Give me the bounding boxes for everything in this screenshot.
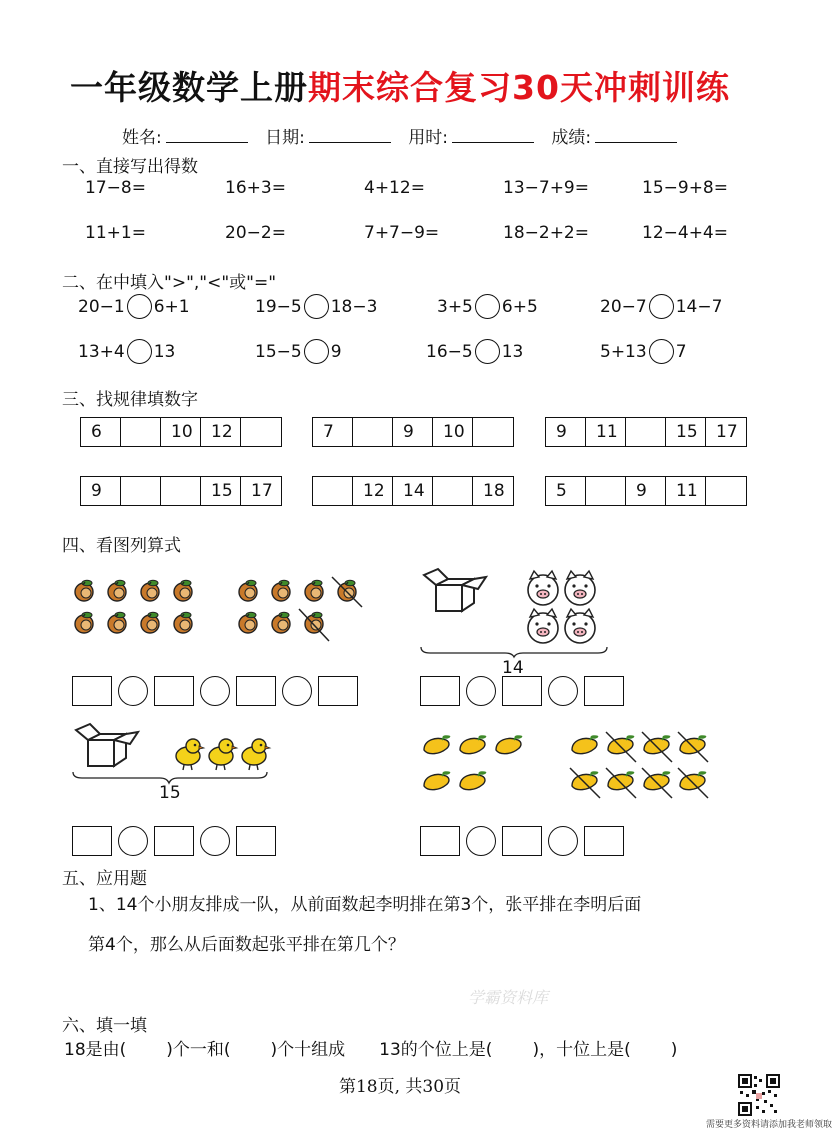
answer-box[interactable] bbox=[420, 676, 460, 706]
picture-box-pigs bbox=[420, 565, 600, 645]
compare-r1-3 bbox=[437, 294, 538, 319]
calc-r2-4: 18−2+2= bbox=[503, 223, 589, 243]
pig-icon bbox=[565, 571, 595, 605]
seq-cell[interactable]: 9 bbox=[546, 418, 586, 446]
seq-cell[interactable] bbox=[353, 418, 393, 446]
seq-cell[interactable]: 18 bbox=[483, 481, 505, 501]
section-2-heading: 二、在中填入">","<"或"=" bbox=[62, 273, 277, 293]
fruit-icon bbox=[272, 612, 290, 633]
operator-circle[interactable] bbox=[548, 676, 578, 706]
brace-1 bbox=[420, 645, 610, 657]
seq-cell[interactable] bbox=[121, 477, 161, 505]
operator-circle[interactable] bbox=[118, 826, 148, 856]
compare-right: 6+1 bbox=[153, 296, 190, 317]
fruit-icon bbox=[108, 580, 126, 601]
mango-icon bbox=[460, 771, 486, 790]
answer-row-1 bbox=[72, 676, 358, 706]
seq-cell[interactable]: 15 bbox=[201, 477, 241, 505]
seq-cell[interactable]: 9 bbox=[393, 418, 433, 446]
seq-cell[interactable]: 17 bbox=[716, 422, 738, 442]
seq-cell[interactable]: 9 bbox=[626, 477, 666, 505]
compare-left: 16−5 bbox=[426, 341, 473, 362]
operator-circle[interactable] bbox=[466, 826, 496, 856]
answer-row-2 bbox=[420, 676, 624, 706]
calc-r1-1: 17−8= bbox=[85, 178, 146, 198]
operator-circle[interactable] bbox=[282, 676, 312, 706]
seq-cell[interactable] bbox=[241, 418, 281, 446]
compare-right: 14−7 bbox=[675, 296, 723, 317]
calc-r2-5: 12−4+4= bbox=[642, 223, 728, 243]
calc-r2-1: 11+1= bbox=[85, 223, 146, 243]
answer-box[interactable] bbox=[154, 826, 194, 856]
answer-box[interactable] bbox=[154, 676, 194, 706]
watermark: 学霸资料库 bbox=[468, 988, 549, 1007]
seq-cell[interactable]: 11 bbox=[586, 418, 626, 446]
seq-cell[interactable] bbox=[433, 477, 473, 505]
pig-icon bbox=[528, 571, 558, 605]
fill-q1a: 18是由( bbox=[64, 1040, 127, 1060]
seq-cell[interactable]: 12 bbox=[201, 418, 241, 446]
seq-cell[interactable]: 15 bbox=[666, 418, 706, 446]
fruit-icon bbox=[75, 580, 93, 601]
sequence-r2-1 bbox=[80, 476, 282, 506]
calc-r1-5: 15−9+8= bbox=[642, 178, 728, 198]
seq-cell[interactable] bbox=[586, 477, 626, 505]
qr-code-icon bbox=[738, 1074, 780, 1116]
sequence-r1-1 bbox=[80, 417, 282, 447]
fill-q1b: )个一和( bbox=[166, 1040, 231, 1060]
seq-cell[interactable] bbox=[121, 418, 161, 446]
calc-r2-3: 7+7−9= bbox=[364, 223, 440, 243]
operator-circle[interactable] bbox=[118, 676, 148, 706]
calc-r1-3: 4+12= bbox=[364, 178, 425, 198]
compare-right: 6+5 bbox=[501, 296, 538, 317]
fruit-icon bbox=[141, 580, 159, 601]
section-6-heading: 六、填一填 bbox=[62, 1016, 147, 1036]
time-blank[interactable] bbox=[452, 124, 534, 143]
seq-cell[interactable]: 10 bbox=[161, 418, 201, 446]
compare-left: 15−5 bbox=[255, 341, 302, 362]
compare-left: 3+5 bbox=[437, 296, 473, 317]
mango-icon bbox=[424, 735, 450, 754]
fruit-icon bbox=[305, 580, 323, 601]
fruit-icon bbox=[239, 612, 257, 633]
fruit-icon bbox=[108, 612, 126, 633]
compare-r2-2 bbox=[255, 339, 342, 364]
section-4-heading: 四、看图列算式 bbox=[62, 536, 181, 556]
seq-cell[interactable]: 5 bbox=[546, 477, 586, 505]
fruit-icon bbox=[141, 612, 159, 633]
sequence-r2-2 bbox=[312, 476, 514, 506]
operator-circle[interactable] bbox=[200, 826, 230, 856]
fill-q2c: ) bbox=[670, 1040, 678, 1060]
fruit-icon bbox=[272, 580, 290, 601]
compare-r1-4 bbox=[600, 294, 722, 319]
fill-q2a: 13的个位上是( bbox=[379, 1040, 493, 1060]
compare-right: 13 bbox=[501, 341, 524, 362]
page-footer: 第18页, 共30页 bbox=[338, 1077, 462, 1097]
fruit-icon bbox=[75, 612, 93, 633]
compare-right: 9 bbox=[330, 341, 342, 362]
fill-q1c: )个十组成 bbox=[270, 1040, 346, 1060]
compare-circle[interactable] bbox=[127, 339, 152, 364]
answer-box[interactable] bbox=[584, 826, 624, 856]
compare-r2-4 bbox=[600, 339, 687, 364]
calc-r1-2: 16+3= bbox=[225, 178, 286, 198]
seq-cell[interactable]: 17 bbox=[251, 481, 273, 501]
box-icon bbox=[424, 569, 486, 611]
compare-circle[interactable] bbox=[127, 294, 152, 319]
compare-circle[interactable] bbox=[475, 294, 500, 319]
answer-box[interactable] bbox=[318, 676, 358, 706]
sequence-r1-3 bbox=[545, 417, 747, 447]
date-blank[interactable] bbox=[309, 124, 391, 143]
pig-icon bbox=[565, 609, 595, 643]
compare-left: 20−1 bbox=[78, 296, 125, 317]
seq-cell[interactable] bbox=[626, 418, 666, 446]
sequence-r2-3 bbox=[545, 476, 747, 506]
compare-r1-1 bbox=[78, 294, 190, 319]
seq-cell[interactable]: 6 bbox=[81, 418, 121, 446]
compare-left: 13+4 bbox=[78, 341, 125, 362]
picture-mangoes bbox=[420, 732, 720, 804]
mango-icon bbox=[572, 735, 598, 754]
seq-cell[interactable]: 7 bbox=[313, 418, 353, 446]
pig-icon bbox=[528, 609, 558, 643]
page-title bbox=[0, 62, 800, 109]
answer-box[interactable] bbox=[502, 676, 542, 706]
fill-q2b: )，十位上是( bbox=[532, 1040, 631, 1060]
compare-r1-2 bbox=[255, 294, 377, 319]
section-3-heading: 三、找规律填数字 bbox=[62, 390, 198, 410]
operator-circle[interactable] bbox=[200, 676, 230, 706]
seq-cell[interactable]: 10 bbox=[433, 418, 473, 446]
seq-cell[interactable]: 14 bbox=[393, 477, 433, 505]
title-part1: 一年级数学上册 bbox=[70, 68, 309, 107]
calc-r2-2: 20−2= bbox=[225, 223, 286, 243]
fruit-icon bbox=[174, 612, 192, 633]
seq-cell[interactable]: 9 bbox=[81, 477, 121, 505]
answer-box[interactable] bbox=[502, 826, 542, 856]
answer-box[interactable] bbox=[72, 826, 112, 856]
compare-r2-1 bbox=[78, 339, 175, 364]
compare-circle[interactable] bbox=[475, 339, 500, 364]
answer-box[interactable] bbox=[72, 676, 112, 706]
score-blank[interactable] bbox=[595, 124, 677, 143]
answer-row-3 bbox=[72, 826, 276, 856]
chick-icon bbox=[242, 739, 270, 770]
section-1-heading: 一、直接写出得数 bbox=[62, 157, 198, 177]
compare-right: 18−3 bbox=[330, 296, 378, 317]
seq-cell[interactable]: 12 bbox=[353, 477, 393, 505]
answer-row-4 bbox=[420, 826, 624, 856]
mango-icon bbox=[460, 735, 486, 754]
word-problem-line1: 1、14个小朋友排成一队，从前面数起李明排在第3个，张平排在李明后面 bbox=[88, 895, 642, 915]
operator-circle[interactable] bbox=[548, 826, 578, 856]
brace-2 bbox=[72, 770, 272, 784]
fruit-icon bbox=[174, 580, 192, 601]
seq-cell[interactable] bbox=[161, 477, 201, 505]
info-line bbox=[122, 123, 689, 148]
compare-circle[interactable] bbox=[649, 339, 674, 364]
seq-cell[interactable] bbox=[473, 418, 513, 446]
fill-line bbox=[64, 1035, 677, 1060]
compare-left: 5+13 bbox=[600, 341, 647, 362]
compare-right: 7 bbox=[675, 341, 687, 362]
calc-r1-4: 13−7+9= bbox=[503, 178, 589, 198]
box-icon bbox=[76, 724, 138, 766]
word-problem-line2: 第4个，那么从后面数起张平排在第几个？ bbox=[88, 935, 405, 955]
score-label: 成绩: bbox=[551, 128, 592, 148]
fruit-icon bbox=[305, 612, 323, 633]
compare-r2-3 bbox=[426, 339, 523, 364]
compare-left: 19−5 bbox=[255, 296, 302, 317]
section-5-heading: 五、应用题 bbox=[62, 869, 147, 889]
answer-box[interactable] bbox=[236, 676, 276, 706]
compare-left: 20−7 bbox=[600, 296, 647, 317]
compare-circle[interactable] bbox=[304, 339, 329, 364]
title-part2: 期末综合复习30天冲刺训练 bbox=[308, 68, 730, 107]
mango-icon bbox=[424, 771, 450, 790]
operator-circle[interactable] bbox=[466, 676, 496, 706]
answer-box[interactable] bbox=[236, 826, 276, 856]
chick-icon bbox=[176, 739, 204, 770]
date-label: 日期: bbox=[265, 128, 305, 148]
answer-box[interactable] bbox=[420, 826, 460, 856]
brace-total-2: 15 bbox=[159, 783, 181, 803]
chick-icon bbox=[209, 739, 237, 770]
compare-right: 13 bbox=[153, 341, 176, 362]
footer-note: 需要更多资料请添加我老师领取 bbox=[706, 1120, 832, 1130]
time-label: 用时: bbox=[408, 128, 449, 148]
name-label: 姓名: bbox=[122, 128, 162, 148]
seq-cell[interactable]: 11 bbox=[666, 477, 706, 505]
picture-fruits bbox=[70, 575, 370, 645]
seq-cell[interactable] bbox=[313, 477, 353, 505]
compare-circle[interactable] bbox=[649, 294, 674, 319]
mango-icon bbox=[496, 735, 522, 754]
fruit-icon bbox=[239, 580, 257, 601]
compare-circle[interactable] bbox=[304, 294, 329, 319]
seq-cell[interactable] bbox=[706, 477, 746, 505]
sequence-r1-2 bbox=[312, 417, 514, 447]
brace-total-1: 14 bbox=[502, 658, 524, 678]
answer-box[interactable] bbox=[584, 676, 624, 706]
name-blank[interactable] bbox=[166, 124, 248, 143]
